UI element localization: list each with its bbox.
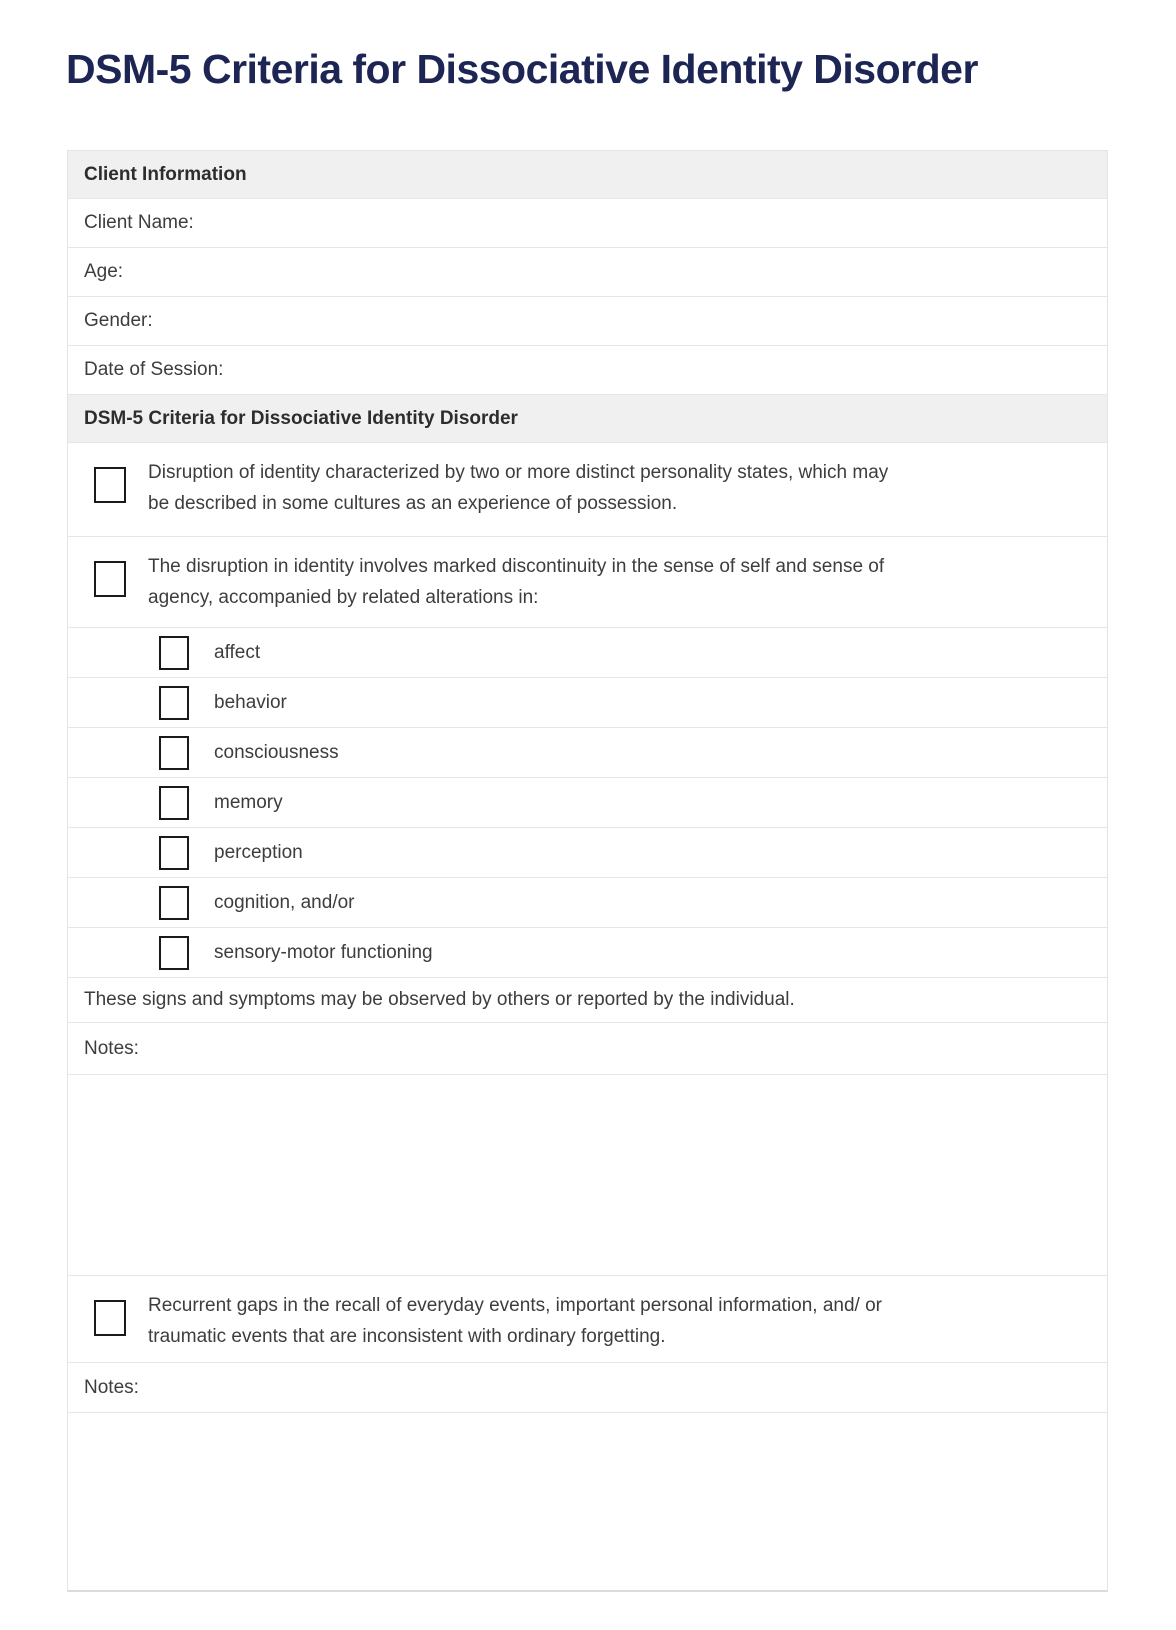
notes-2-label: Notes: bbox=[84, 1376, 139, 1398]
form-table bbox=[67, 150, 1108, 1592]
alteration-memory-checkbox[interactable] bbox=[159, 786, 189, 820]
alteration-affect-checkbox[interactable] bbox=[159, 636, 189, 670]
alteration-behavior-checkbox[interactable] bbox=[159, 686, 189, 720]
criterion-1-checkbox[interactable] bbox=[94, 467, 126, 503]
criterion-1-line-2: be described in some cultures as an experience of possession. bbox=[148, 493, 678, 515]
client-info-section-header bbox=[68, 151, 1107, 199]
field-row-date-of-session[interactable] bbox=[68, 346, 1107, 395]
criterion-3-line-2: traumatic events that are inconsistent with ordinary forgetting. bbox=[148, 1326, 666, 1348]
page-title: DSM-5 Criteria for Dissociative Identity Disorder bbox=[66, 46, 978, 92]
criteria-header-label: DSM-5 Criteria for Dissociative Identity Disorder bbox=[84, 407, 518, 429]
alteration-perception-label: perception bbox=[214, 841, 303, 863]
alteration-sensory-motor-label: sensory-motor functioning bbox=[214, 941, 433, 963]
alteration-memory-label: memory bbox=[214, 791, 283, 813]
notes-2-input-area[interactable] bbox=[68, 1413, 1107, 1590]
alteration-row-perception bbox=[68, 828, 1107, 878]
date-of-session-label: Date of Session: bbox=[84, 359, 224, 381]
alteration-row-affect bbox=[68, 628, 1107, 678]
age-label: Age: bbox=[84, 261, 124, 283]
notes-1-input-area[interactable] bbox=[68, 1075, 1107, 1276]
field-row-age[interactable] bbox=[68, 248, 1107, 297]
criterion-2-row bbox=[68, 537, 1107, 628]
criterion-2-checkbox[interactable] bbox=[94, 561, 126, 597]
observed-note-row bbox=[68, 978, 1107, 1023]
alteration-row-behavior bbox=[68, 678, 1107, 728]
notes-1-label: Notes: bbox=[84, 1037, 139, 1059]
alteration-perception-checkbox[interactable] bbox=[159, 836, 189, 870]
criterion-3-checkbox[interactable] bbox=[94, 1300, 126, 1336]
field-row-client-name[interactable] bbox=[68, 199, 1107, 248]
alteration-behavior-label: behavior bbox=[214, 691, 287, 713]
criterion-1-row bbox=[68, 443, 1107, 537]
field-row-gender[interactable] bbox=[68, 297, 1107, 346]
client-info-header-label: Client Information bbox=[84, 163, 247, 185]
alteration-affect-label: affect bbox=[214, 641, 261, 663]
notes-1-label-row bbox=[68, 1023, 1107, 1075]
alteration-row-cognition bbox=[68, 878, 1107, 928]
alteration-row-consciousness bbox=[68, 728, 1107, 778]
alteration-row-memory bbox=[68, 778, 1107, 828]
criterion-3-text bbox=[148, 1290, 882, 1352]
criterion-3-row bbox=[68, 1276, 1107, 1363]
alteration-cognition-label: cognition, and/or bbox=[214, 891, 355, 913]
criteria-section-header bbox=[68, 395, 1107, 443]
alteration-consciousness-checkbox[interactable] bbox=[159, 736, 189, 770]
observed-note-text: These signs and symptoms may be observed by others or reported by the individual. bbox=[84, 989, 795, 1011]
client-name-label: Client Name: bbox=[84, 212, 194, 234]
alteration-sensory-motor-checkbox[interactable] bbox=[159, 936, 189, 970]
criterion-1-line-1: Disruption of identity characterized by two or more distinct personality states, which may bbox=[148, 462, 889, 484]
criterion-2-line-1: The disruption in identity involves marked discontinuity in the sense of self and sense of bbox=[148, 556, 885, 578]
criterion-2-text bbox=[148, 551, 884, 613]
notes-2-label-row bbox=[68, 1363, 1107, 1413]
alteration-row-sensory-motor bbox=[68, 928, 1107, 978]
gender-label: Gender: bbox=[84, 310, 153, 332]
criterion-1-text bbox=[148, 457, 888, 519]
criterion-3-line-1: Recurrent gaps in the recall of everyday events, important personal information, and/ or bbox=[148, 1295, 882, 1317]
alteration-consciousness-label: consciousness bbox=[214, 741, 339, 763]
criterion-2-line-2: agency, accompanied by related alterations in: bbox=[148, 587, 539, 609]
alteration-cognition-checkbox[interactable] bbox=[159, 886, 189, 920]
